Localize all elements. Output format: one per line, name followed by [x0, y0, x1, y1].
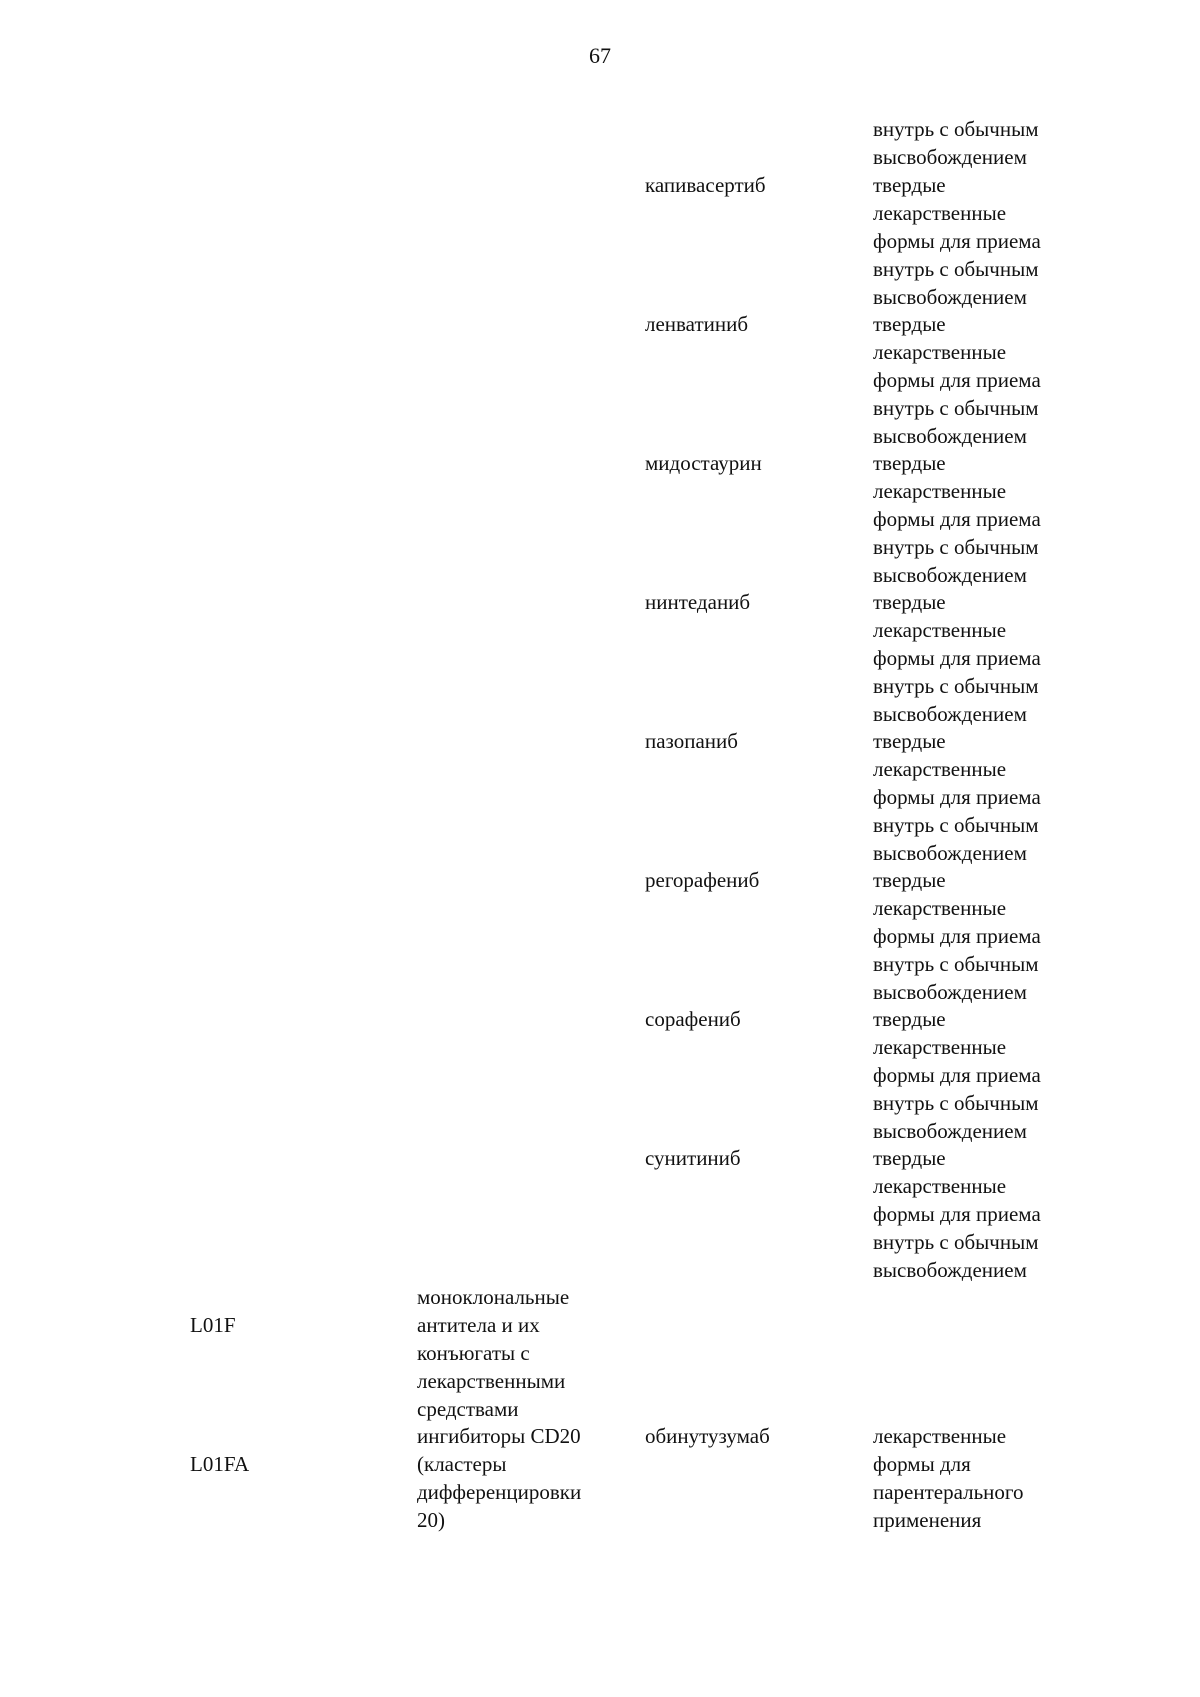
atc-group-name: ингибиторы CD20 (кластеры дифференцировки 20) — [417, 1424, 582, 1532]
atc-code: L01FA — [190, 1452, 250, 1476]
page-number: 67 — [589, 43, 611, 68]
dosage-form: твердые лекарственные формы для приема внутрь с обычным высвобождением — [873, 868, 1041, 1004]
dosage-form-continuation: внутрь с обычным высвобождением — [873, 117, 1039, 169]
dosage-form: твердые лекарственные формы для приема внутрь с обычным высвобождением — [873, 1007, 1041, 1143]
drug-name: сорафениб — [645, 1007, 741, 1031]
dosage-form: твердые лекарственные формы для приема внутрь с обычным высвобождением — [873, 451, 1041, 587]
dosage-form: твердые лекарственные формы для приема внутрь с обычным высвобождением — [873, 1146, 1041, 1282]
drug-name: мидостаурин — [645, 451, 762, 475]
atc-code: L01F — [190, 1313, 236, 1337]
dosage-form: твердые лекарственные формы для приема внутрь с обычным высвобождением — [873, 590, 1041, 726]
drug-name: нинтеданиб — [645, 590, 751, 614]
drug-name: пазопаниб — [645, 729, 738, 753]
drug-name: ленватиниб — [645, 312, 749, 336]
drug-name: обинутузумаб — [645, 1424, 770, 1448]
dosage-form: твердые лекарственные формы для приема внутрь с обычным высвобождением — [873, 312, 1041, 448]
atc-group-name: моноклональные антитела и их конъюгаты с лекарственными средствами — [417, 1285, 570, 1421]
drug-name: капивасертиб — [645, 173, 766, 197]
dosage-form: твердые лекарственные формы для приема внутрь с обычным высвобождением — [873, 173, 1041, 309]
drug-name: регорафениб — [645, 868, 760, 892]
dosage-form: лекарственные формы для парентерального применения — [873, 1424, 1024, 1532]
drug-name: сунитиниб — [645, 1146, 741, 1170]
dosage-form: твердые лекарственные формы для приема внутрь с обычным высвобождением — [873, 729, 1041, 865]
